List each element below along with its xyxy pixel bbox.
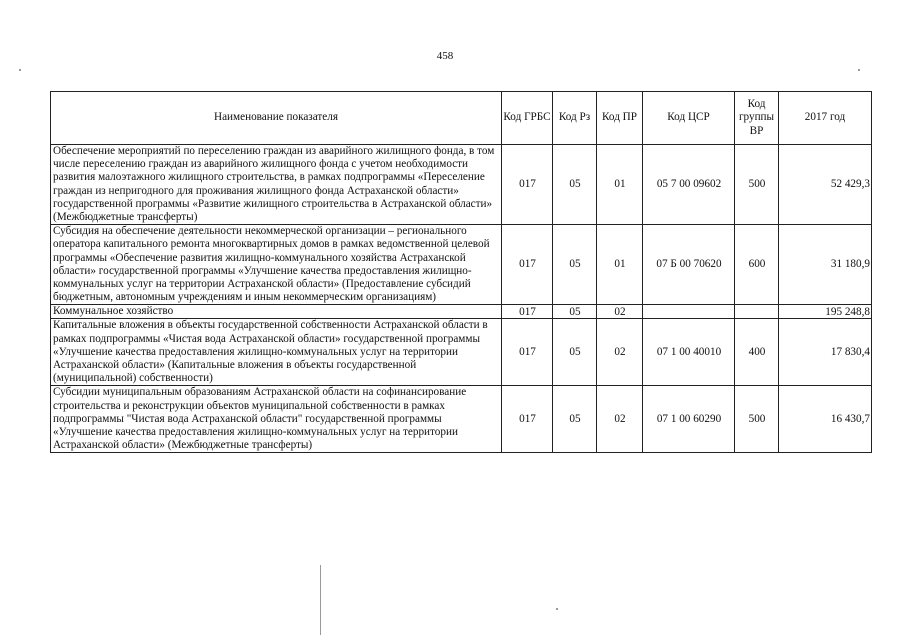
row-grbs: 017: [502, 225, 553, 305]
row-csr: 07 1 00 40010: [643, 319, 735, 386]
header-csr: Код ЦСР: [643, 92, 735, 145]
row-amount: 31 180,9: [779, 225, 872, 305]
row-pr: 01: [597, 225, 643, 305]
scan-dot: [19, 69, 21, 71]
page-number: 458: [436, 50, 454, 62]
row-rz: 05: [553, 319, 597, 386]
row-grbs: 017: [502, 305, 553, 319]
table-row: [51, 225, 872, 305]
row-pr: 02: [597, 386, 643, 453]
row-csr: 05 7 00 09602: [643, 145, 735, 225]
row-name: Капитальные вложения в объекты государственной собственности Астраханской области в рамках подпрограммы «Чистая вода Астраханской области» государственной программы «Улучшение качества предоставления жилищно-коммунальных услуг на территории Астраханской области» (Капитальные вложения в объекты государственной (муниципальной) собственности): [51, 319, 502, 386]
table-row: [51, 386, 872, 453]
row-grbs: 017: [502, 145, 553, 225]
row-vr: 600: [735, 225, 779, 305]
row-amount: 16 430,7: [779, 386, 872, 453]
scan-dot: [858, 69, 860, 71]
row-pr: 01: [597, 145, 643, 225]
row-amount: 195 248,8: [779, 305, 872, 319]
row-vr: [735, 305, 779, 319]
scan-dot: [556, 608, 558, 610]
row-amount: 52 429,3: [779, 145, 872, 225]
header-rz: Код Рз: [553, 92, 597, 145]
row-csr: [643, 305, 735, 319]
header-vr: Код группы ВР: [735, 92, 779, 145]
row-name: Субсидии муниципальным образованиям Астраханской области на софинансирование строительства и реконструкции объектов муниципальной собственности в рамках подпрограммы "Чистая вода Астраханской области" государственной программы «Улучшение качества предоставления жилищно-коммунальных услуг на территории Астраханской области» (Межбюджетные трансферты): [51, 386, 502, 453]
row-csr: 07 Б 00 70620: [643, 225, 735, 305]
row-grbs: 017: [502, 386, 553, 453]
header-pr: Код ПР: [597, 92, 643, 145]
header-grbs: Код ГРБС: [502, 92, 553, 145]
row-vr: 500: [735, 145, 779, 225]
row-grbs: 017: [502, 319, 553, 386]
row-csr: 07 1 00 60290: [643, 386, 735, 453]
table-row: [51, 305, 872, 319]
row-rz: 05: [553, 305, 597, 319]
row-rz: 05: [553, 145, 597, 225]
table-row: [51, 319, 872, 386]
row-name: Коммунальное хозяйство: [51, 305, 502, 319]
table-row: [51, 145, 872, 225]
row-vr: 400: [735, 319, 779, 386]
row-rz: 05: [553, 386, 597, 453]
row-pr: 02: [597, 319, 643, 386]
table-header-row: [51, 92, 872, 145]
row-name: Обеспечение мероприятий по переселению граждан из аварийного жилищного фонда, в том числе переселению граждан из аварийного жилищного фонда с учетом необходимости развития малоэтажного жилищного строительства, в рамках подпрограммы «Переселение граждан из непригодного для проживания жилищного фонда Астраханской области» государственной программы «Развитие жилищного строительства в Астраханской области» (Межбюджетные трансферты): [51, 145, 502, 225]
row-amount: 17 830,4: [779, 319, 872, 386]
header-year: 2017 год: [779, 92, 872, 145]
scan-fold-line: [320, 565, 321, 635]
row-name: Субсидия на обеспечение деятельности некоммерческой организации – регионального оператора капитального ремонта многоквартирных домов в рамках ведомственной целевой программы «Обеспечение развития жилищно-коммунального хозяйства Астраханской области» государственной программы «Улучшение качества предоставления жилищно-коммунальных услуг на территории Астраханской области» (Предоставление субсидий бюджетным, автономным учреждениям и иным некоммерческим организациям): [51, 225, 502, 305]
budget-table: [50, 91, 872, 453]
row-pr: 02: [597, 305, 643, 319]
header-name: Наименование показателя: [51, 92, 502, 145]
row-rz: 05: [553, 225, 597, 305]
row-vr: 500: [735, 386, 779, 453]
